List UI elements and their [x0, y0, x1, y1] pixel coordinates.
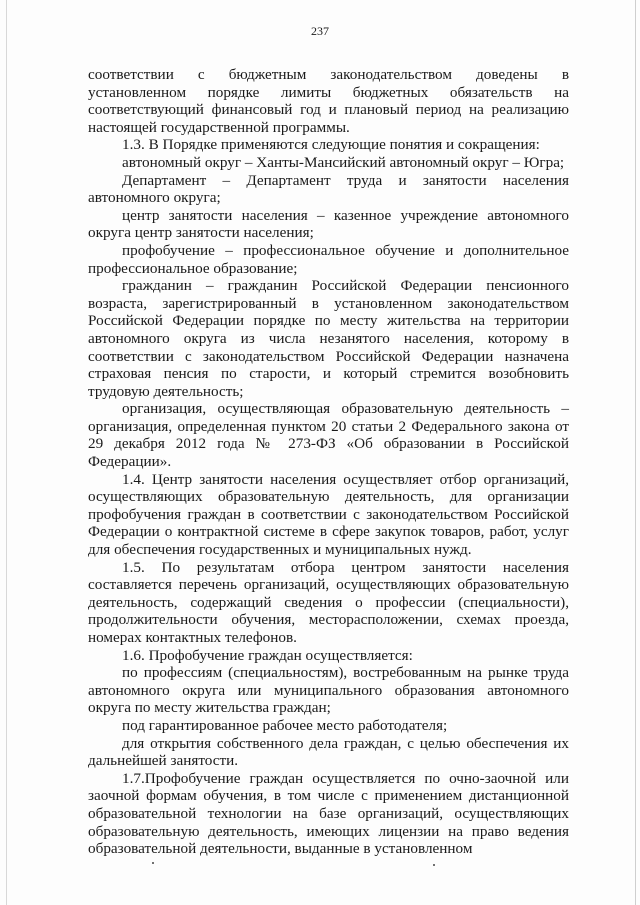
scan-edge-left — [6, 0, 7, 905]
paragraph-1-3: 1.3. В Порядке применяются следующие понятия и сокращения: — [122, 136, 540, 154]
definition-professional-training: профобучение – профессиональное обучение и дополнительное профессиональное образование; — [88, 241, 569, 277]
paragraph-1-4: 1.4. Центр занятости населения осуществляет отбор организаций, осуществляющих образовательную деятельность, для организации профобучения граждан в соответствии с законодательством Российской Федерации о контрактной системе в сфере закупок товаров, работ, услуг для обеспечения государственных и муниципальных нужд. — [88, 470, 569, 559]
document-body — [88, 66, 569, 858]
definition-employment-center: центр занятости населения – казенное учреждение автономного округа центр занятости населения; — [88, 206, 569, 242]
definition-department: Департамент – Департамент труда и занятости населения автономного округа; — [88, 171, 569, 207]
page-number: 237 — [311, 24, 329, 38]
definition-citizen: гражданин – гражданин Российской Федерации пенсионного возраста, зарегистрированный в установленном законодательством Российской Федерации порядке по месту жительства на территории автономного округа из числа незанятого населения, которому в соответствии с законодательством Российской Федерации назначена страховая пенсия по старости, и который стремится возобновить трудовую деятельность; — [88, 277, 569, 400]
training-by-professions: по профессиям (специальностям), востребованным на рынке труда автономного округа или муниципального образования автономного округа по месту жительства граждан; — [88, 664, 569, 717]
scan-edge-right — [635, 0, 636, 905]
training-own-business: для открытия собственного дела граждан, с целью обеспечения их дальнейшей занятости. — [88, 734, 569, 770]
definition-autonomous-okrug: автономный округ – Ханты-Мансийский автономный округ – Югра; — [122, 153, 565, 171]
paragraph-1-5: 1.5. По результатам отбора центром занятости населения составляется перечень организаций, осуществляющих образовательную деятельность, содержащий сведения о профессии (специальности), продолжительности обучения, месторасположении, схемах проезда, номерах контактных телефонов. — [88, 558, 569, 646]
paragraph-1-7: 1.7.Профобучение граждан осуществляется по очно-заочной или заочной формам обучения, в том числе с применением дистанционной образовательной технологии на базе организаций, осуществляющих образовательную деятельность, имеющих лицензии на право ведения образовательной деятельности, выданные в установленном — [88, 769, 569, 858]
definition-organization: организация, осуществляющая образовательную деятельность – организация, определенная пунктом 20 статьи 2 Федерального закона от 29 декабря 2012 года № 273-ФЗ «Об образовании в Российской Федерации». — [88, 400, 569, 471]
scan-speck — [152, 862, 154, 864]
paragraph-1: соответствии с бюджетным законодательством доведены в установленном порядке лимиты бюджетных обязательств на соответствующий финансовый год и плановый период на реализацию настоящей государственной программы. — [88, 66, 569, 136]
paragraph-1-6: 1.6. Профобучение граждан осуществляется: — [122, 646, 413, 664]
scan-speck — [433, 864, 435, 866]
training-guaranteed-workplace: под гарантированное рабочее место работодателя; — [122, 716, 448, 734]
